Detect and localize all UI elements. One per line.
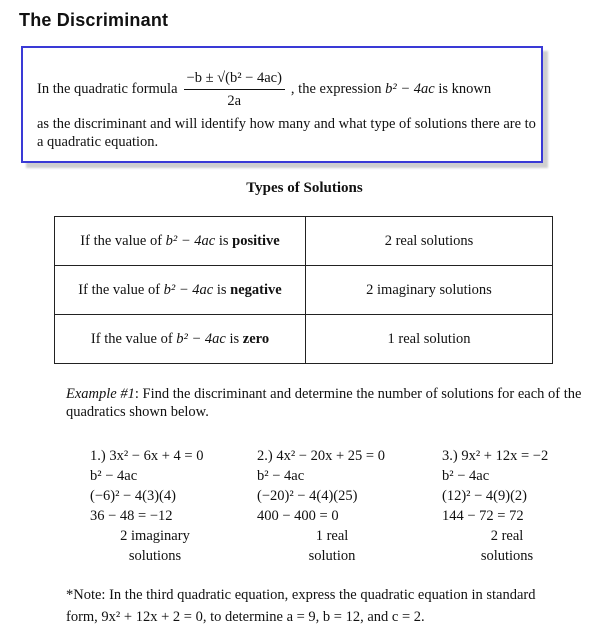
note-line1: *Note: In the third quadratic equation, express the quadratic equation in standard [66, 587, 536, 603]
types-heading: Types of Solutions [246, 180, 363, 196]
result-cell: 2 imaginary solutions [306, 266, 553, 315]
problem-answer-line1: 2 imaginary [120, 528, 190, 544]
page-title: The Discriminant [19, 10, 169, 30]
definition-line [37, 69, 491, 110]
table-row [55, 217, 553, 266]
problem-calculation: 400 − 400 = 0 [257, 508, 339, 524]
condition-cell [55, 315, 306, 364]
problem-answer-line1: 2 real [490, 528, 524, 544]
condition-kind: negative [230, 281, 282, 298]
example-instructions [66, 385, 601, 421]
result-cell: 2 real solutions [306, 217, 553, 266]
condition-is: is [216, 281, 227, 298]
problem-2 [257, 446, 407, 566]
definition-text: as the discriminant and will identify how many and what type of solutions there are to a quadratic equation. [37, 116, 536, 150]
problem-substitution: (−6)² − 4(3)(4) [90, 488, 176, 504]
condition-prefix: If the value of [80, 232, 163, 249]
result-cell: 1 real solution [306, 315, 553, 364]
problem-answer-line2: solutions [480, 548, 534, 564]
definition-lead: In the quadratic formula [37, 81, 178, 97]
definition-mid: , the expression [290, 81, 382, 97]
condition-expression: b² − 4ac [165, 232, 216, 249]
problem-discriminant: b² − 4ac [257, 468, 305, 484]
example-label: Example #1 [66, 386, 135, 402]
definition-tail: is known [438, 81, 492, 97]
problem-answer-line2: solution [308, 548, 356, 564]
note-line2: form, 9x² + 12x + 2 = 0, to determine a = 9, b = 12, and c = 2. [66, 609, 425, 625]
table-row [55, 315, 553, 364]
problem-discriminant: b² − 4ac [442, 468, 490, 484]
table-row [55, 266, 553, 315]
problem-discriminant: b² − 4ac [90, 468, 138, 484]
condition-is: is [229, 330, 240, 347]
formula-denominator: 2a [227, 93, 242, 109]
condition-kind: zero [242, 330, 270, 347]
problem-calculation: 144 − 72 = 72 [442, 508, 524, 524]
condition-expression: b² − 4ac [176, 330, 226, 347]
condition-cell [55, 266, 306, 315]
problem-substitution: (12)² − 4(9)(2) [442, 488, 527, 504]
problem-1 [90, 446, 220, 566]
condition-cell [55, 217, 306, 266]
condition-prefix: If the value of [90, 330, 173, 347]
definition-expression: b² − 4ac [385, 81, 435, 97]
condition-kind: positive [232, 232, 280, 249]
condition-prefix: If the value of [78, 281, 161, 298]
note [66, 584, 601, 628]
condition-expression: b² − 4ac [163, 281, 214, 298]
problem-equation: 2.) 4x² − 20x + 25 = 0 [257, 448, 385, 464]
example-text: : Find the discriminant and determine the number of solutions for each of the quadratics shown below. [66, 386, 582, 420]
definition-box [21, 46, 543, 163]
condition-is: is [218, 232, 229, 249]
problem-answer-line2: solutions [128, 548, 182, 564]
problem-answer-line1: 1 real [315, 528, 349, 544]
formula-numerator: −b ± √(b² − 4ac) [184, 69, 285, 90]
problem-substitution: (−20)² − 4(4)(25) [257, 488, 358, 504]
problem-calculation: 36 − 48 = −12 [90, 508, 173, 524]
problem-3 [442, 446, 572, 566]
quadratic-formula [184, 69, 285, 110]
problem-equation: 3.) 9x² + 12x = −2 [442, 448, 549, 464]
problem-equation: 1.) 3x² − 6x + 4 = 0 [90, 448, 204, 464]
types-table [54, 216, 553, 364]
